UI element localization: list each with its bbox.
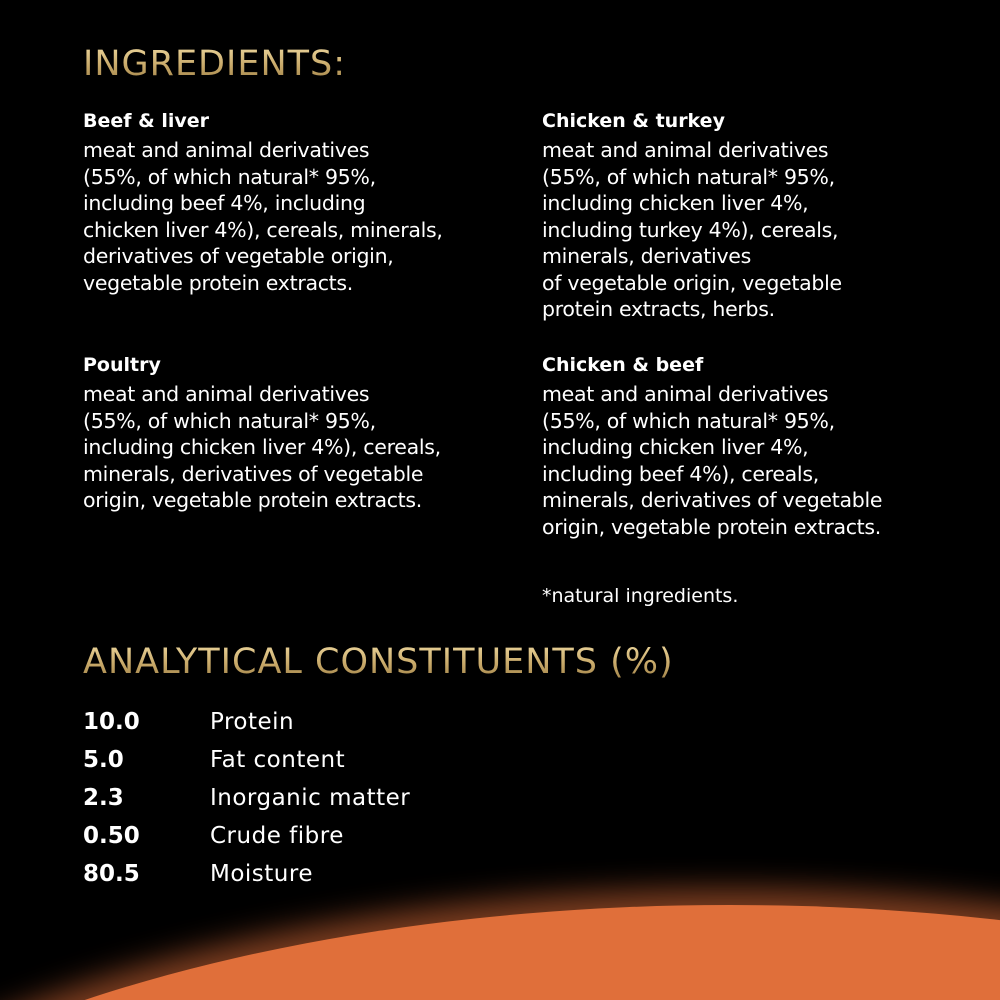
ingredient-block-poultry: [83, 352, 483, 514]
constituent-value: 0.50: [83, 823, 140, 849]
constituent-row: [83, 779, 410, 817]
ingredient-block-text: meat and animal derivatives (55%, of which natural* 95%, including chicken liver 4%, including turkey 4%), cereals, minerals, derivatives of vegetable origin, vegetable protein extracts, herbs.: [542, 138, 842, 321]
orange-swoosh-decoration: [0, 905, 1000, 1000]
constituent-row: [83, 855, 410, 893]
constituent-name: Inorganic matter: [210, 785, 411, 811]
natural-ingredients-footnote: *natural ingredients.: [542, 585, 739, 607]
ingredient-block-title: Beef & liver: [83, 110, 209, 132]
constituent-row: [83, 703, 410, 741]
constituent-row: [83, 741, 410, 779]
analytical-constituents-heading: ANALYTICAL CONSTITUENTS (%): [83, 642, 674, 682]
ingredient-block-title: Chicken & turkey: [542, 110, 725, 132]
ingredient-block-title: Chicken & beef: [542, 354, 704, 376]
constituent-name: Crude fibre: [210, 823, 344, 849]
ingredients-heading: INGREDIENTS:: [83, 44, 347, 84]
ingredient-block-title: Poultry: [83, 354, 161, 376]
ingredient-block-text: meat and animal derivatives (55%, of which natural* 95%, including beef 4%, including chicken liver 4%), cereals, minerals, derivatives of vegetable origin, vegetable protein extracts.: [83, 138, 443, 295]
constituent-name: Fat content: [210, 747, 346, 773]
ingredient-block-text: meat and animal derivatives (55%, of which natural* 95%, including chicken liver 4%), cereals, minerals, derivatives of vegetable origin, vegetable protein extracts.: [83, 382, 441, 512]
ingredient-block-chicken-beef: [542, 352, 942, 540]
ingredient-block-chicken-turkey: [542, 108, 942, 323]
constituent-value: 80.5: [83, 861, 140, 887]
constituent-name: Moisture: [210, 861, 313, 887]
constituent-value: 2.3: [83, 785, 124, 811]
ingredient-block-text: meat and animal derivatives (55%, of which natural* 95%, including chicken liver 4%, including beef 4%), cereals, minerals, derivatives of vegetable origin, vegetable protein extracts.: [542, 382, 883, 539]
ingredient-block-beef-liver: [83, 108, 483, 296]
analytical-constituents-list: [83, 703, 410, 893]
constituent-row: [83, 817, 410, 855]
constituent-value: 5.0: [83, 747, 124, 773]
constituent-value: 10.0: [83, 709, 140, 735]
constituent-name: Protein: [210, 709, 295, 735]
